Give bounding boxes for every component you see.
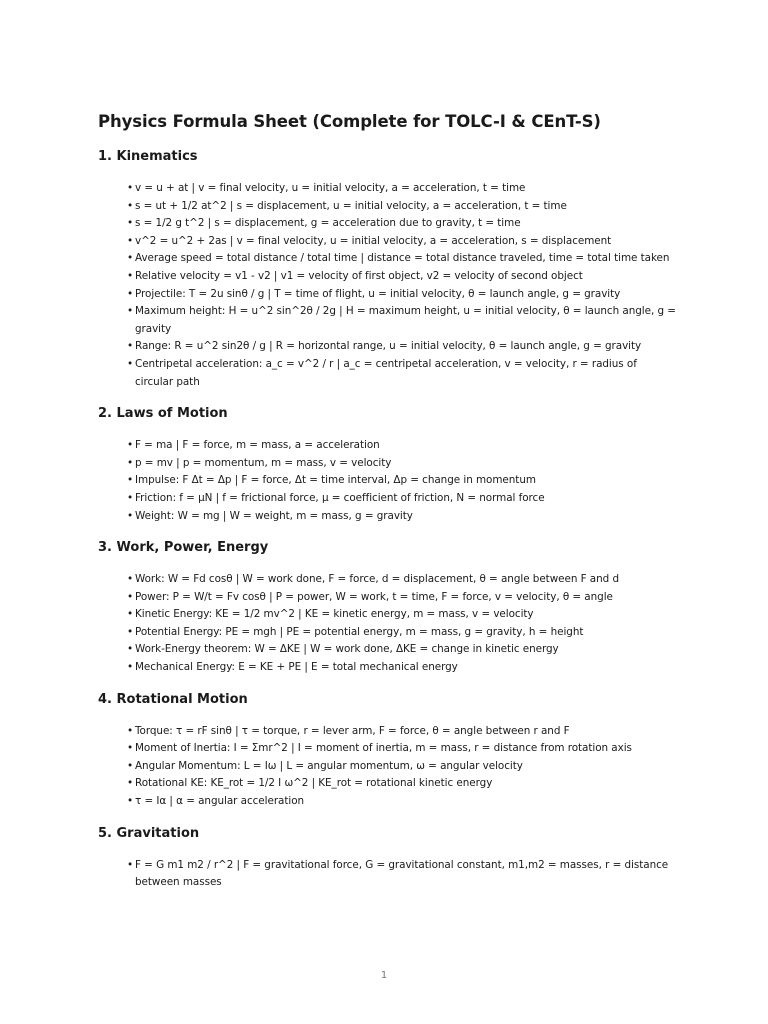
formula-item: • Work-Energy theorem: W = ΔKE | W = work done, ΔKE = change in kinetic energy bbox=[127, 641, 676, 659]
section-heading: 4. Rotational Motion bbox=[98, 691, 248, 707]
section-laws-of-motion bbox=[98, 405, 676, 525]
formula-item: • Impulse: F Δt = Δp | F = force, Δt = time interval, Δp = change in momentum bbox=[127, 472, 676, 490]
section-gravitation bbox=[98, 825, 676, 892]
page-number: 1 bbox=[380, 970, 388, 981]
section-heading: 5. Gravitation bbox=[98, 825, 200, 841]
formula-item: • Kinetic Energy: KE = 1/2 mv^2 | KE = kinetic energy, m = mass, v = velocity bbox=[127, 606, 676, 624]
formula-item: • Angular Momentum: L = Iω | L = angular momentum, ω = angular velocity bbox=[127, 758, 676, 776]
formula-item: • p = mv | p = momentum, m = mass, v = velocity bbox=[127, 455, 676, 473]
formula-item: • F = G m1 m2 / r^2 | F = gravitational force, G = gravitational constant, m1,m2 = masses, r = distance between masses bbox=[127, 857, 676, 892]
section-kinematics bbox=[98, 148, 676, 391]
formula-item: • Relative velocity = v1 - v2 | v1 = velocity of first object, v2 = velocity of second object bbox=[127, 268, 676, 286]
formula-list bbox=[98, 571, 676, 677]
formula-list bbox=[98, 723, 676, 811]
page-content bbox=[98, 111, 676, 906]
formula-item: • Friction: f = μN | f = frictional force, μ = coefficient of friction, N = normal force bbox=[127, 490, 676, 508]
formula-item: • Projectile: T = 2u sinθ / g | T = time of flight, u = initial velocity, θ = launch angle, g = gravity bbox=[127, 286, 676, 304]
formula-item: • Torque: τ = rF sinθ | τ = torque, r = lever arm, F = force, θ = angle between r and F bbox=[127, 723, 676, 741]
formula-item: • v = u + at | v = final velocity, u = initial velocity, a = acceleration, t = time bbox=[127, 180, 676, 198]
formula-item: • Power: P = W/t = Fv cosθ | P = power, W = work, t = time, F = force, v = velocity, θ = angle bbox=[127, 589, 676, 607]
formula-item: • Work: W = Fd cosθ | W = work done, F = force, d = displacement, θ = angle between F and d bbox=[127, 571, 676, 589]
formula-item: • s = 1/2 g t^2 | s = displacement, g = acceleration due to gravity, t = time bbox=[127, 215, 676, 233]
formula-item: • Potential Energy: PE = mgh | PE = potential energy, m = mass, g = gravity, h = height bbox=[127, 624, 676, 642]
formula-item: • Range: R = u^2 sin2θ / g | R = horizontal range, u = initial velocity, θ = launch angle, g = gravity bbox=[127, 338, 676, 356]
formula-item: • Mechanical Energy: E = KE + PE | E = total mechanical energy bbox=[127, 659, 676, 677]
section-heading: 3. Work, Power, Energy bbox=[98, 540, 269, 556]
section-heading: 1. Kinematics bbox=[98, 149, 198, 164]
formula-item: • Moment of Inertia: I = Σmr^2 | I = moment of inertia, m = mass, r = distance from rotation axis bbox=[127, 740, 676, 758]
formula-list bbox=[98, 180, 676, 391]
section-rotational-motion bbox=[98, 691, 676, 811]
section-heading: 2. Laws of Motion bbox=[98, 406, 228, 422]
formula-item: • s = ut + 1/2 at^2 | s = displacement, u = initial velocity, a = acceleration, t = time bbox=[127, 198, 676, 216]
formula-item: • F = ma | F = force, m = mass, a = acceleration bbox=[127, 437, 676, 455]
formula-item: • v^2 = u^2 + 2as | v = final velocity, u = initial velocity, a = acceleration, s = displacement bbox=[127, 233, 676, 251]
formula-list bbox=[98, 437, 676, 525]
formula-item: • Average speed = total distance / total time | distance = total distance traveled, time = total time taken bbox=[127, 250, 676, 268]
formula-item: • Maximum height: H = u^2 sin^2θ / 2g | H = maximum height, u = initial velocity, θ = launch angle, g = gravity bbox=[127, 303, 676, 338]
section-work-power-energy bbox=[98, 539, 676, 677]
formula-item: • Rotational KE: KE_rot = 1/2 I ω^2 | KE_rot = rotational kinetic energy bbox=[127, 775, 676, 793]
formula-list bbox=[98, 857, 676, 892]
formula-item: • Weight: W = mg | W = weight, m = mass, g = gravity bbox=[127, 508, 676, 526]
formula-item: • τ = Iα | α = angular acceleration bbox=[127, 793, 676, 811]
document-title: Physics Formula Sheet (Complete for TOLC-I & CEnT-S) bbox=[98, 112, 601, 131]
formula-item: • Centripetal acceleration: a_c = v^2 / r | a_c = centripetal acceleration, v = velocity, r = radius of circular path bbox=[127, 356, 676, 391]
